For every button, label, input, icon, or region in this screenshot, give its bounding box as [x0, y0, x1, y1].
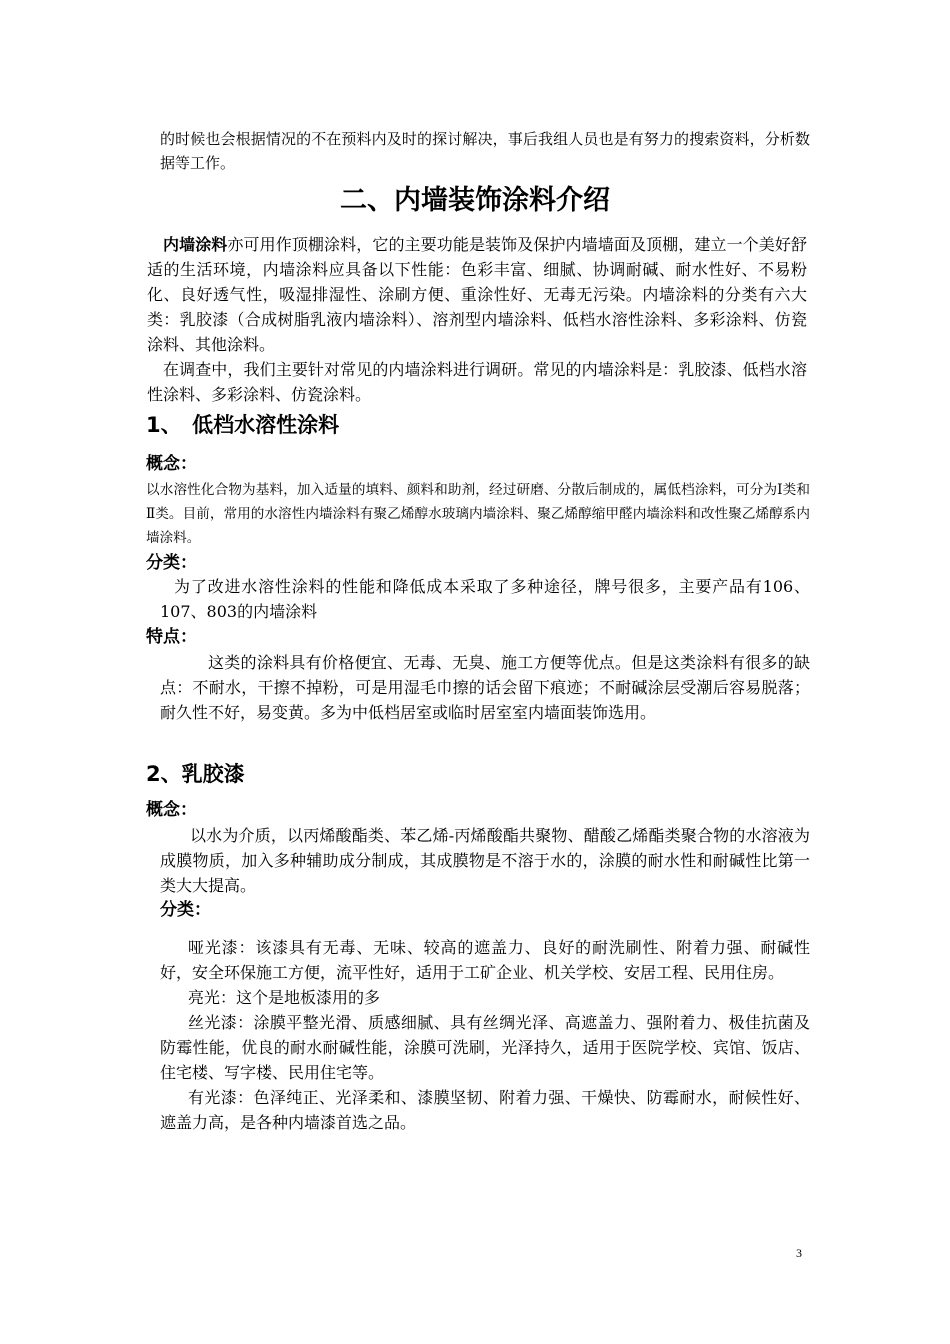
s1-concept-text: 以水溶性化合物为基料，加入适量的填料、颜料和助剂，经过研磨、分散后制成的，属低档涂料，可分为Ⅰ类和Ⅱ类。目前，常用的水溶性内墙涂料有聚乙烯醇水玻璃内墙涂料、聚乙烯醇缩甲醛内墙涂料和改性聚乙烯醇系内墙涂料。	[146, 482, 810, 546]
s2-concept-label: 概念：	[146, 800, 197, 820]
section-intro	[147, 232, 807, 407]
list-item: 有光漆：色泽纯正、光泽柔和、漆膜坚韧、附着力强、干燥快、防霉耐水，耐候性好、遮盖力高，是各种内墙漆首选之品。	[160, 1088, 810, 1132]
s1-class-label: 分类：	[146, 553, 197, 573]
section-lead-term: 内墙涂料	[163, 235, 228, 254]
subsection-2-heading: 2、乳胶漆	[146, 762, 245, 786]
s2-class-label: 分类：	[160, 900, 211, 920]
section-paragraph-1	[147, 232, 807, 357]
subsection-1-heading: 1、 低档水溶性涂料	[146, 413, 340, 437]
s1-concept-label: 概念：	[146, 454, 197, 474]
s1-feature-label: 特点：	[146, 627, 197, 647]
s1-feature-text: 这类的涂料具有价格便宜、无毒、无臭、施工方便等优点。但是这类涂料有很多的缺点：不耐水，干擦不掉粉，可是用湿毛巾擦的话会留下痕迹；不耐碱涂层受潮后容易脱落；耐久性不好，易变黄。多为中低档居室或临时居室室内墙面装饰选用。	[160, 653, 810, 722]
list-item: 亮光：这个是地板漆用的多	[188, 988, 381, 1007]
list-item: 哑光漆：该漆具有无毒、无味、较高的遮盖力、良好的耐洗刷性、附着力强、耐碱性好，安全环保施工方便，流平性好，适用于工矿企业、机关学校、安居工程、民用住房。	[160, 938, 810, 982]
s2-concept-text: 以水为介质，以丙烯酸酯类、苯乙烯-丙烯酸酯共聚物、醋酸乙烯酯类聚合物的水溶液为成膜物质，加入多种辅助成分制成，其成膜物是不溶于水的，涂膜的耐水性和耐碱性比第一类大大提高。	[160, 826, 810, 895]
list-item: 丝光漆：涂膜平整光滑、质感细腻、具有丝绸光泽、高遮盖力、强附着力、极佳抗菌及防霉性能，优良的耐水耐碱性能，涂膜可洗刷，光泽持久，适用于医院学校、宾馆、饭店、住宅楼、写字楼、民用住宅等。	[160, 1013, 810, 1082]
section-paragraph-2: 在调查中，我们主要针对常见的内墙涂料进行调研。常见的内墙涂料是：乳胶漆、低档水溶性涂料、多彩涂料、仿瓷涂料。	[147, 360, 807, 404]
s1-class-text: 为了改进水溶性涂料的性能和降低成本采取了多种途径，牌号很多，主要产品有106、107、803的内墙涂料	[160, 577, 810, 621]
page-number: 3	[796, 1246, 802, 1260]
section-title: 二、内墙装饰涂料介绍	[340, 185, 610, 216]
section-paragraph-1-text: 亦可用作顶棚涂料，它的主要功能是装饰及保护内墙墙面及顶棚，建立一个美好舒适的生活环境，内墙涂料应具备以下性能：色彩丰富、细腻、协调耐碱、耐水性好、不易粉化、良好透气性，吸湿排湿性、涂刷方便、重涂性好、无毒无污染。内墙涂料的分类有六大类：乳胶漆（合成树脂乳液内墙涂料）、溶剂型内墙涂料、低档水溶性涂料、多彩涂料、仿瓷涂料、其他涂料。	[147, 235, 807, 354]
s2-class-list	[160, 935, 810, 1135]
intro-paragraph: 的时候也会根据情况的不在预料内及时的探讨解决，事后我组人员也是有努力的搜索资料，分析数据等工作。	[160, 130, 810, 172]
